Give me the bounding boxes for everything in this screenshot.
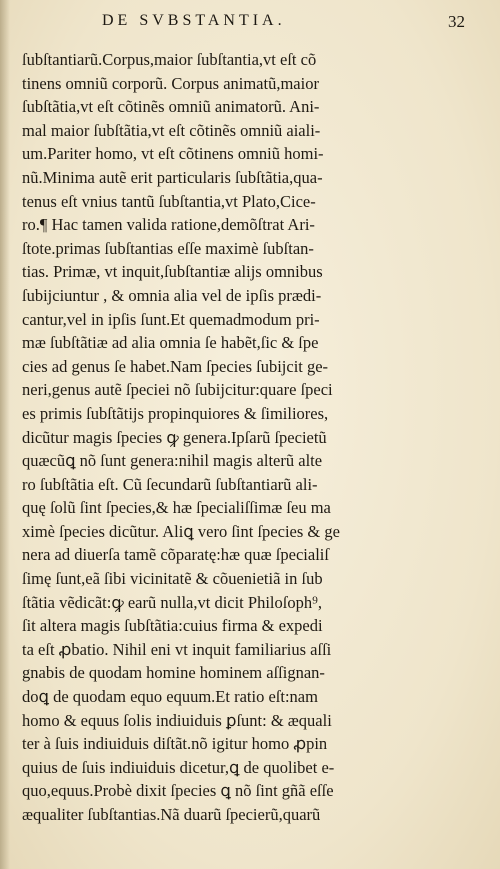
text-line: ſtote.primas ſubſtantias eſſe maximè ſubſtan- [22, 238, 314, 258]
text-line: ro.¶ Hac tamen valida ratione,demõſtrat Ari- [22, 215, 315, 235]
text-line: ter à ſuis indiuiduis diſtãt.nõ igitur homo ꝓpin [22, 734, 328, 754]
text-line: neri,genus autẽ ſpeciei nõ ſubijcitur:quare ſpeci [22, 380, 333, 400]
text-line: dicũtur magis ſpecies ꝙ genera.Ipſarũ ſpecietũ [22, 427, 327, 447]
text-line: cantur,vel in ipſis ſunt.Et quemadmodum pri- [22, 309, 320, 329]
text-line: ſubſtãtia,vt eſt cõtinẽs omniũ animatorũ. Ani- [22, 97, 320, 117]
text-line: quæcũꝗ nõ ſunt genera:nihil magis alterũ alte [22, 451, 323, 471]
text-line: ſit altera magis ſubſtãtia:cuius firma & expedi [22, 616, 323, 636]
text-line: ſubijciuntur , & omnia alia vel de ipſis prædi- [22, 285, 322, 305]
text-line: quo,equus.Probè dixit ſpecies ꝗ nõ ſint gñã eſſe [22, 781, 334, 801]
text-line: quę ſolũ ſint ſpecies,& hæ ſpecialiſſimæ ſeu ma [22, 498, 331, 518]
text-line: nũ.Minima autẽ erit particularis ſubſtãtia,qua- [22, 167, 323, 187]
text-line: ſubſtantiarũ.Corpus,maior ſubſtantia,vt eſt cõ [22, 50, 317, 69]
text-line: ro ſubſtãtia eſt. Cũ ſecundarũ ſubſtantiarũ ali- [22, 474, 318, 494]
text-line: tinens omniũ corporũ. Corpus animatũ,maior [22, 73, 319, 93]
text-line: tenus eſt vnius tantũ ſubſtantia,vt Plato,Cice- [22, 191, 316, 211]
text-line: um.Pariter homo, vt eſt cõtinens omniũ homi- [22, 144, 324, 164]
text-line: ſtãtia vẽdicãt:ꝙ earũ nulla,vt dicit Philoſoph⁹, [22, 592, 322, 612]
text-line: nera ad diuerſa tamẽ cõparatę:hæ quæ ſpecialiſ [22, 545, 329, 565]
text-line: tias. Primæ, vt inquit,ſubſtantiæ alijs omnibus [22, 262, 323, 282]
text-line: ſimę ſunt,eã ſibi vicinitatẽ & cõuenietiã in ſub [22, 569, 323, 589]
running-head [0, 12, 500, 36]
running-head-title: DE SVBSTANTIA. [102, 12, 286, 29]
text-line: mal maior ſubſtãtia,vt eſt cõtinẽs omniũ aiali- [22, 120, 321, 140]
page-gutter-shadow [0, 0, 10, 869]
text-line: ximè ſpecies dicũtur. Aliꝗ vero ſint ſpecies & ge [22, 521, 340, 541]
text-line: es primis ſubſtãtijs propinquiores & ſimiliores, [22, 403, 329, 423]
text-line: mæ ſubſtãtiæ ad alia omnia ſe habẽt,ſic & ſpe [22, 333, 319, 353]
body-text [22, 48, 467, 827]
text-line: ta eſt ꝓbatio. Nihil eni vt inquit familiarius aſſi [22, 639, 332, 659]
text-line: quius de ſuis indiuiduis dicetur,ꝗ de quolibet e- [22, 757, 335, 777]
text-line: gnabis de quodam homine hominem aſſignan- [22, 663, 325, 683]
text-line: cies ad genus ſe habet.Nam ſpecies ſubijcit ge- [22, 356, 329, 376]
text-line: doꝗ de quodam equo equum.Et ratio eſt:nam [22, 687, 318, 707]
folio-number: 32 [448, 12, 465, 31]
text-line: æqualiter ſubſtantias.Nã duarũ ſpecierũ,quarũ [22, 805, 321, 824]
text-line: homo & equus ſolis indiuiduis ꝑſunt: & æquali [22, 710, 332, 730]
